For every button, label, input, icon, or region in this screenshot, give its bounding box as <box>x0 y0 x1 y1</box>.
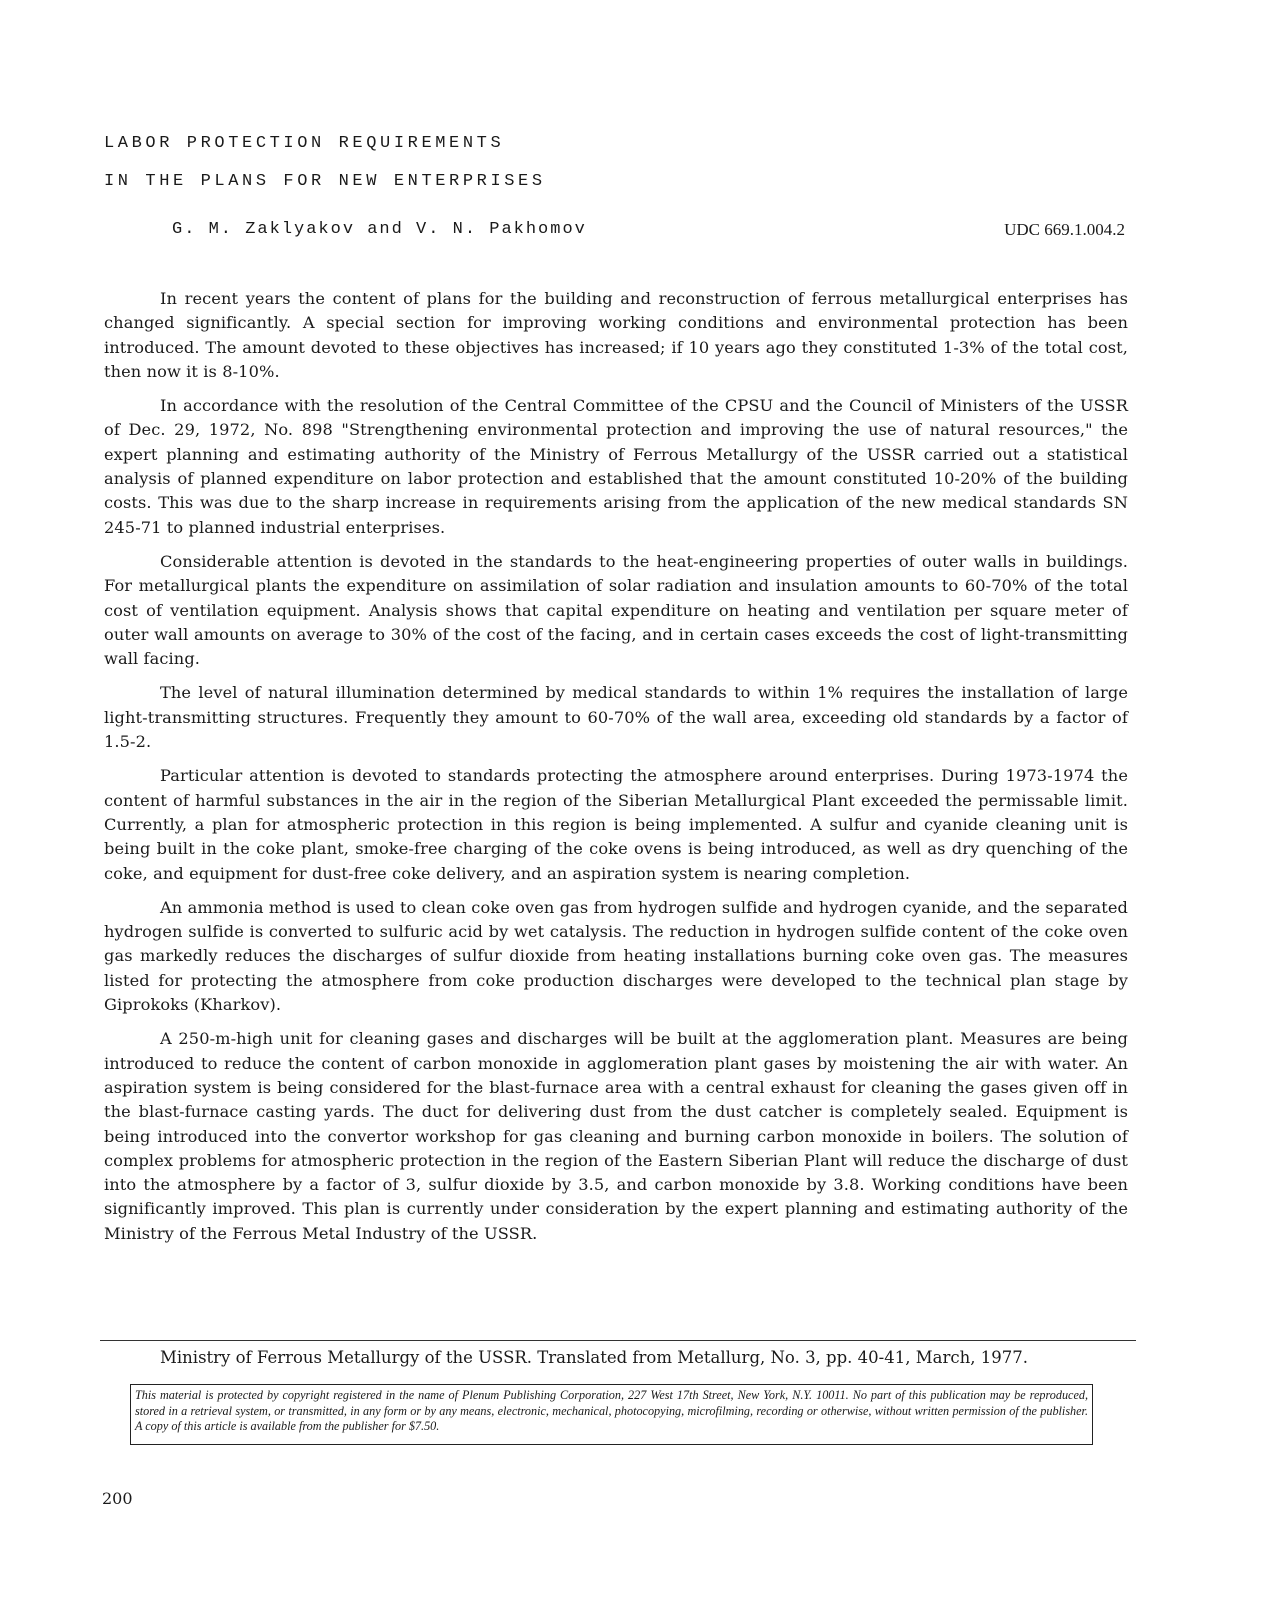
udc-code: UDC 669.1.004.2 <box>1004 220 1125 239</box>
source-note: Ministry of Ferrous Metallurgy of the USSR. Translated from Metallurg, No. 3, pp. 40-41, March, 1977. <box>160 1348 1028 1367</box>
paragraph-1: In recent years the content of plans for the building and reconstruction of ferrous metallurgical enterprises has changed significantly. A special section for improving working conditions and environmental protection has been introduced. The amount devoted to these objectives has increased; if 10 years ago they constituted 1-3% of the total cost, then now it is 8-10%. <box>104 289 1128 381</box>
paragraph-3: Considerable attention is devoted in the standards to the heat-engineering properties of outer walls in buildings. For metallurgical plants the expenditure on assimilation of solar radiation and insulation amounts to 60-70% of the total cost of ventilation equipment. Analysis shows that capital expenditure on heating and ventilation per square meter of outer wall amounts on average to 30% of the cost of the facing, and in certain cases exceeds the cost of light-transmitting wall facing. <box>104 551 1128 669</box>
page-number: 200 <box>102 1489 133 1508</box>
footer-divider <box>100 1340 1136 1341</box>
copyright-box: This material is protected by copyright registered in the name of Plenum Publishing Corporation, 227 West 17th Street, New York, N.Y. 10011. No part of this publication may be reproduced, stored in a retrieval system, or transmitted, in any form or by any means, electronic, mechanical, photocopying, microfilming, recording or otherwise, without written permission of the publisher. A copy of this article is available from the publisher for $7.50. <box>130 1384 1093 1445</box>
paragraph-7: A 250-m-high unit for cleaning gases and discharges will be built at the agglomeration plant. Measures are being introduced to reduce the content of carbon monoxide in agglomeration plant gases by moistening the air with water. An aspiration system is being considered for the blast-furnace area with a central exhaust for cleaning the gases given off in the blast-furnace casting yards. The duct for delivering dust from the dust catcher is completely sealed. Equipment is being introduced into the convertor workshop for gas cleaning and burning carbon monoxide in boilers. The solution of complex problems for atmospheric protection in the region of the Eastern Siberian Plant will reduce the discharge of dust into the atmosphere by a factor of 3, sulfur dioxide by 3.5, and carbon monoxide by 3.8. Working conditions have been significantly improved. This plan is currently under consideration by the expert planning and estimating authority of the Ministry of the Ferrous Metal Industry of the USSR. <box>104 1029 1128 1243</box>
article-body <box>104 287 1128 1256</box>
author-byline: G. M. Zaklyakov and V. N. Pakhomov <box>172 220 587 239</box>
paragraph-5: Particular attention is devoted to standards protecting the atmosphere around enterprises. During 1973-1974 the content of harmful substances in the air in the region of the Siberian Metallurgical Plant exceeded the permissable limit. Currently, a plan for atmospheric protection in this region is being implemented. A sulfur and cyanide cleaning unit is being built in the coke plant, smoke-free charging of the coke ovens is being introduced, as well as dry quenching of the coke, and equipment for dust-free coke delivery, and an aspiration system is nearing completion. <box>104 766 1128 883</box>
article-title-line-2: IN THE PLANS FOR NEW ENTERPRISES <box>104 172 546 191</box>
paragraph-6: An ammonia method is used to clean coke oven gas from hydrogen sulfide and hydrogen cyanide, and the separated hydrogen sulfide is converted to sulfuric acid by wet catalysis. The reduction in hydrogen sulfide content of the coke oven gas markedly reduces the discharges of sulfur dioxide from heating installations burning coke oven gas. The measures listed for protecting the atmosphere from coke production discharges were developed to the technical plan stage by Giprokoks (Kharkov). <box>104 897 1128 1015</box>
paragraph-4: The level of natural illumination determined by medical standards to within 1% requires the installation of large light-transmitting structures. Frequently they amount to 60-70% of the wall area, exceeding old standards by a factor of 1.5-2. <box>104 683 1128 752</box>
article-title-line-1: LABOR PROTECTION REQUIREMENTS <box>104 134 505 153</box>
paragraph-2: In accordance with the resolution of the Central Committee of the CPSU and the Council of Ministers of the USSR of Dec. 29, 1972, No. 898 "Strengthening environmental protection and improving the use of natural resources," the expert planning and estimating authority of the Ministry of Ferrous Metallurgy of the USSR carried out a statistical analysis of planned expenditure on labor protection and established that the amount constituted 10-20% of the building costs. This was due to the sharp increase in requirements arising from the application of the new medical standards SN 245-71 to planned industrial enterprises. <box>104 396 1128 537</box>
